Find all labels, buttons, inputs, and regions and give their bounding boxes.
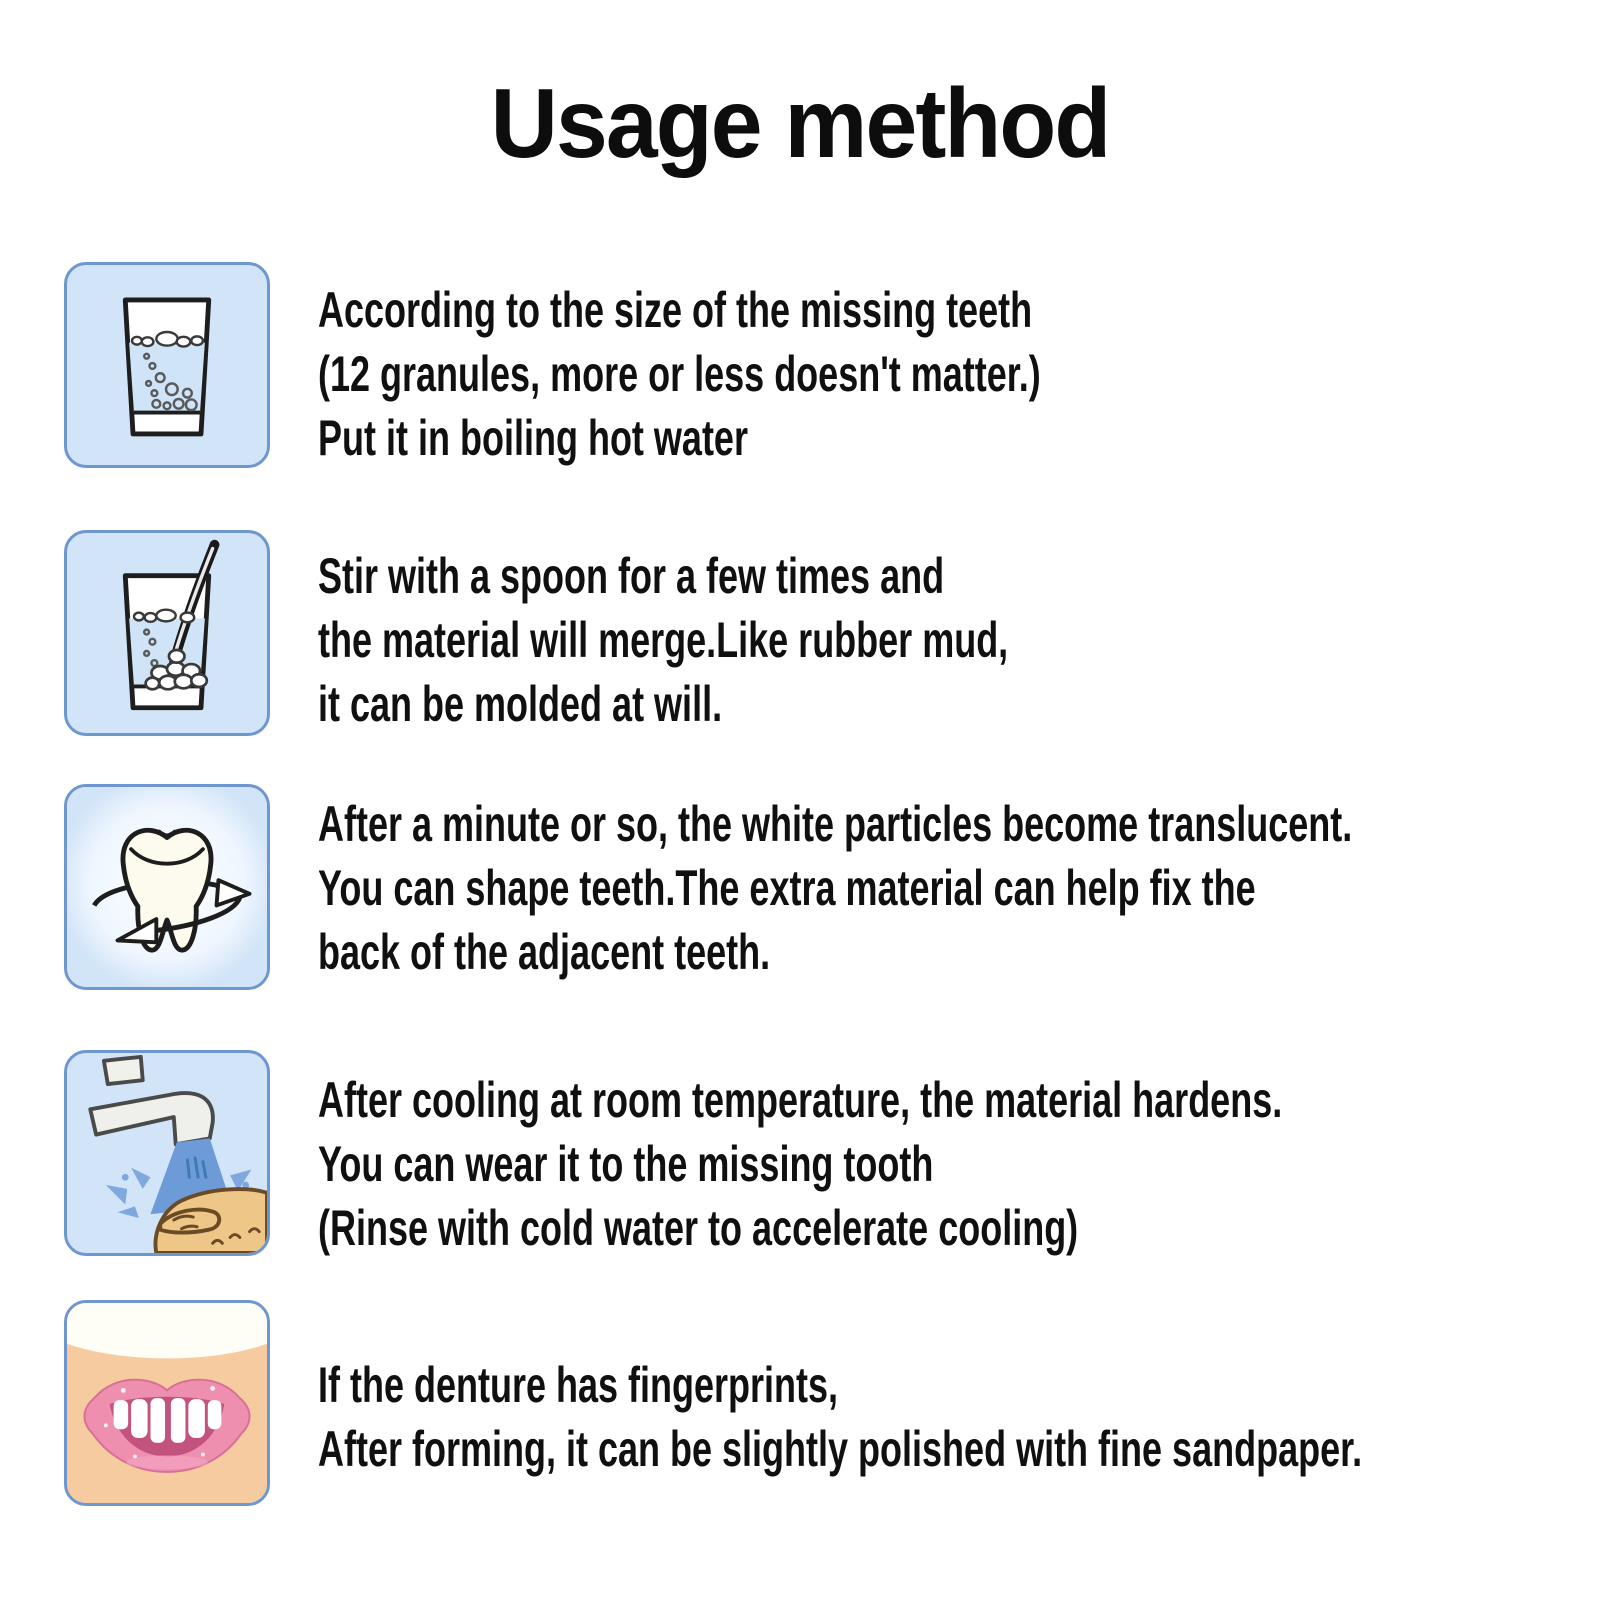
step3-text xyxy=(318,792,1600,984)
step5-line2: After forming, it can be slightly polished with fine sandpaper. xyxy=(318,1421,1363,1477)
faucet-rinse-icon xyxy=(67,1053,267,1253)
stir-spoon-glass-icon xyxy=(67,533,267,733)
step3-icon-tile xyxy=(64,784,270,990)
step1-text xyxy=(318,278,1322,470)
step2-text xyxy=(318,544,1277,736)
step1-icon-tile xyxy=(64,262,270,468)
step5-line1: If the denture has fingerprints, xyxy=(318,1357,839,1413)
step4-icon-tile xyxy=(64,1050,270,1256)
step3-line2: You can shape teeth.The extra material can help fix the xyxy=(318,860,1256,916)
step1-line1: According to the size of the missing teeth xyxy=(318,282,1033,338)
step4-line1: After cooling at room temperature, the material hardens. xyxy=(318,1072,1283,1128)
step2-line2: the material will merge.Like rubber mud, xyxy=(318,612,1009,668)
step2-line3: it can be molded at will. xyxy=(318,676,723,732)
step5-icon-tile xyxy=(64,1300,270,1506)
step1-line3: Put it in boiling hot water xyxy=(318,410,748,466)
page-title: Usage method xyxy=(490,68,1110,178)
step1-line2: (12 granules, more or less doesn't matter.) xyxy=(318,346,1041,402)
step5-text xyxy=(318,1353,1600,1481)
step4-text xyxy=(318,1068,1600,1260)
step2-icon-tile xyxy=(64,530,270,736)
smiling-mouth-icon xyxy=(67,1303,267,1503)
step4-line3: (Rinse with cold water to accelerate cooling) xyxy=(318,1200,1079,1256)
tooth-rotation-icon xyxy=(67,787,267,987)
step4-line2: You can wear it to the missing tooth xyxy=(318,1136,934,1192)
water-glass-icon xyxy=(67,265,267,465)
step2-line1: Stir with a spoon for a few times and xyxy=(318,548,945,604)
step3-line3: back of the adjacent teeth. xyxy=(318,924,771,980)
step3-line1: After a minute or so, the white particles become translucent. xyxy=(318,796,1353,852)
